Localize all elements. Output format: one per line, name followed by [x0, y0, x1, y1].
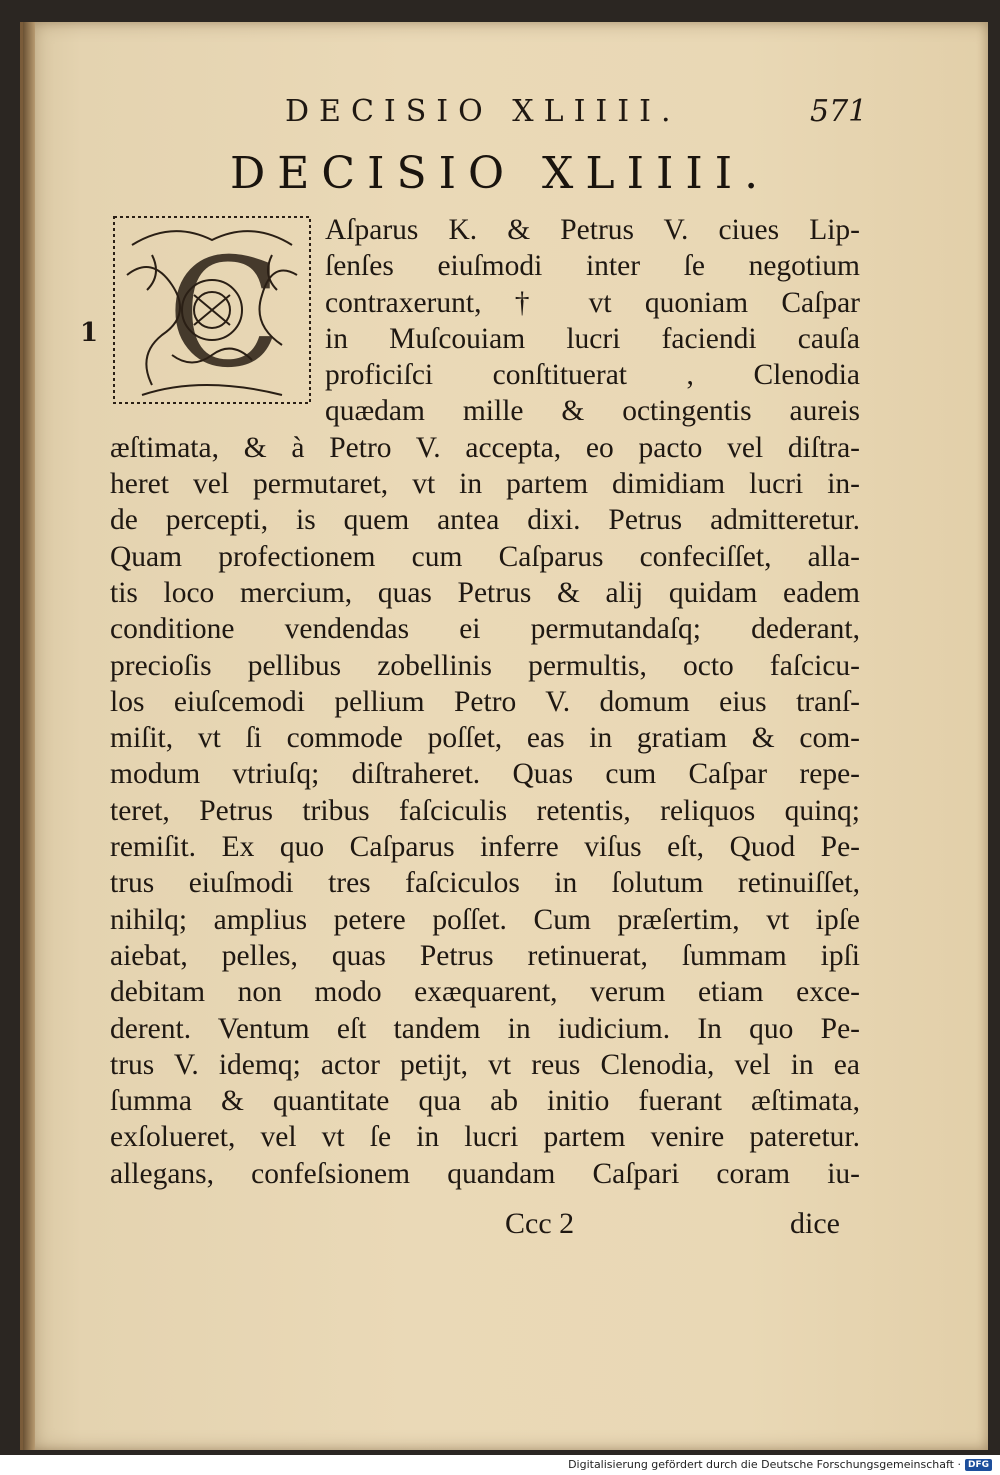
- text-line: proficiſci conſtituerat , Clenodia: [325, 359, 860, 392]
- text-line: ſumma & quantitate qua ab initio fuerant æſtimata,: [110, 1085, 860, 1118]
- text-line: conditione vendendas ei permutandaſq; dederant,: [110, 613, 860, 646]
- text-line: exſolueret, vel vt ſe in lucri partem venire pateretur.: [110, 1121, 860, 1154]
- text-line: tis loco mercium, quas Petrus & alij quidam eadem: [110, 576, 860, 609]
- page-number: 571: [810, 94, 868, 129]
- text-line: nihilq; amplius petere poſſet. Cum præſertim, vt ipſe: [110, 903, 860, 936]
- text-line: quædam mille & octingentis aureis: [325, 395, 860, 428]
- decision-title: DECISIO XLIIII.: [230, 148, 771, 199]
- text-line: teret, Petrus tribus faſciculis retentis, reliquos quinq;: [110, 794, 860, 827]
- digitization-credit: [568, 1458, 992, 1471]
- body-text: [110, 212, 860, 1192]
- text-line: derent. Ventum eſt tandem in iudicium. In quo Pe-: [110, 1012, 860, 1045]
- credit-text: Digitalisierung gefördert durch die Deutsche Forschungsgemeinschaft ·: [568, 1458, 961, 1471]
- signature-mark: Ccc 2: [505, 1207, 575, 1240]
- text-line: æſtimata, & à Petro V. accepta, eo pacto vel diſtra-: [110, 431, 860, 464]
- text-line: modum vtriuſq; diſtraheret. Quas cum Caſpar repe-: [110, 758, 860, 791]
- text-line: in Muſcouiam lucri faciendi cauſa: [325, 322, 860, 355]
- page-gutter: [23, 22, 35, 1450]
- text-line: allegans, confeſsionem quandam Caſpari coram iu-: [110, 1157, 860, 1190]
- margin-note-number: 1: [80, 318, 99, 348]
- text-line: miſit, vt ſi commode poſſet, eas in gratiam & com-: [110, 722, 860, 755]
- dfg-logo-icon: DFG: [965, 1459, 992, 1471]
- running-head: DECISIO XLIIII.: [285, 94, 681, 129]
- text-line: contraxerunt, † vt quoniam Caſpar: [325, 286, 860, 319]
- text-line: Quam profectionem cum Caſparus confeciſſet, alla-: [110, 540, 860, 573]
- text-line: debitam non modo exæquarent, verum etiam exce-: [110, 976, 860, 1009]
- text-line: los eiuſcemodi pellium Petro V. domum eius tranſ-: [110, 685, 860, 718]
- text-line: remiſit. Ex quo Caſparus inferre viſus eſt, Quod Pe-: [110, 831, 860, 864]
- text-line: heret vel permutaret, vt in partem dimidiam lucri in-: [110, 468, 860, 501]
- text-line: Aſparus K. & Petrus V. ciues Lip-: [325, 214, 860, 246]
- text-line: precioſis pellibus zobellinis permultis, octo faſcicu-: [110, 649, 860, 682]
- svg-text:C: C: [167, 227, 282, 401]
- text-line: trus V. idemq; actor petijt, vt reus Clenodia, vel in ea: [110, 1048, 860, 1081]
- text-line: trus eiuſmodi tres faſciculos in ſolutum retinuiſſet,: [110, 867, 860, 900]
- text-line: aiebat, pelles, quas Petrus retinuerat, ſummam ipſi: [110, 939, 860, 972]
- text-line: ſenſes eiuſmodi inter ſe negotium: [325, 250, 860, 283]
- catchword: dice: [790, 1207, 840, 1240]
- text-line: de percepti, is quem antea dixi. Petrus admitteretur.: [110, 504, 860, 537]
